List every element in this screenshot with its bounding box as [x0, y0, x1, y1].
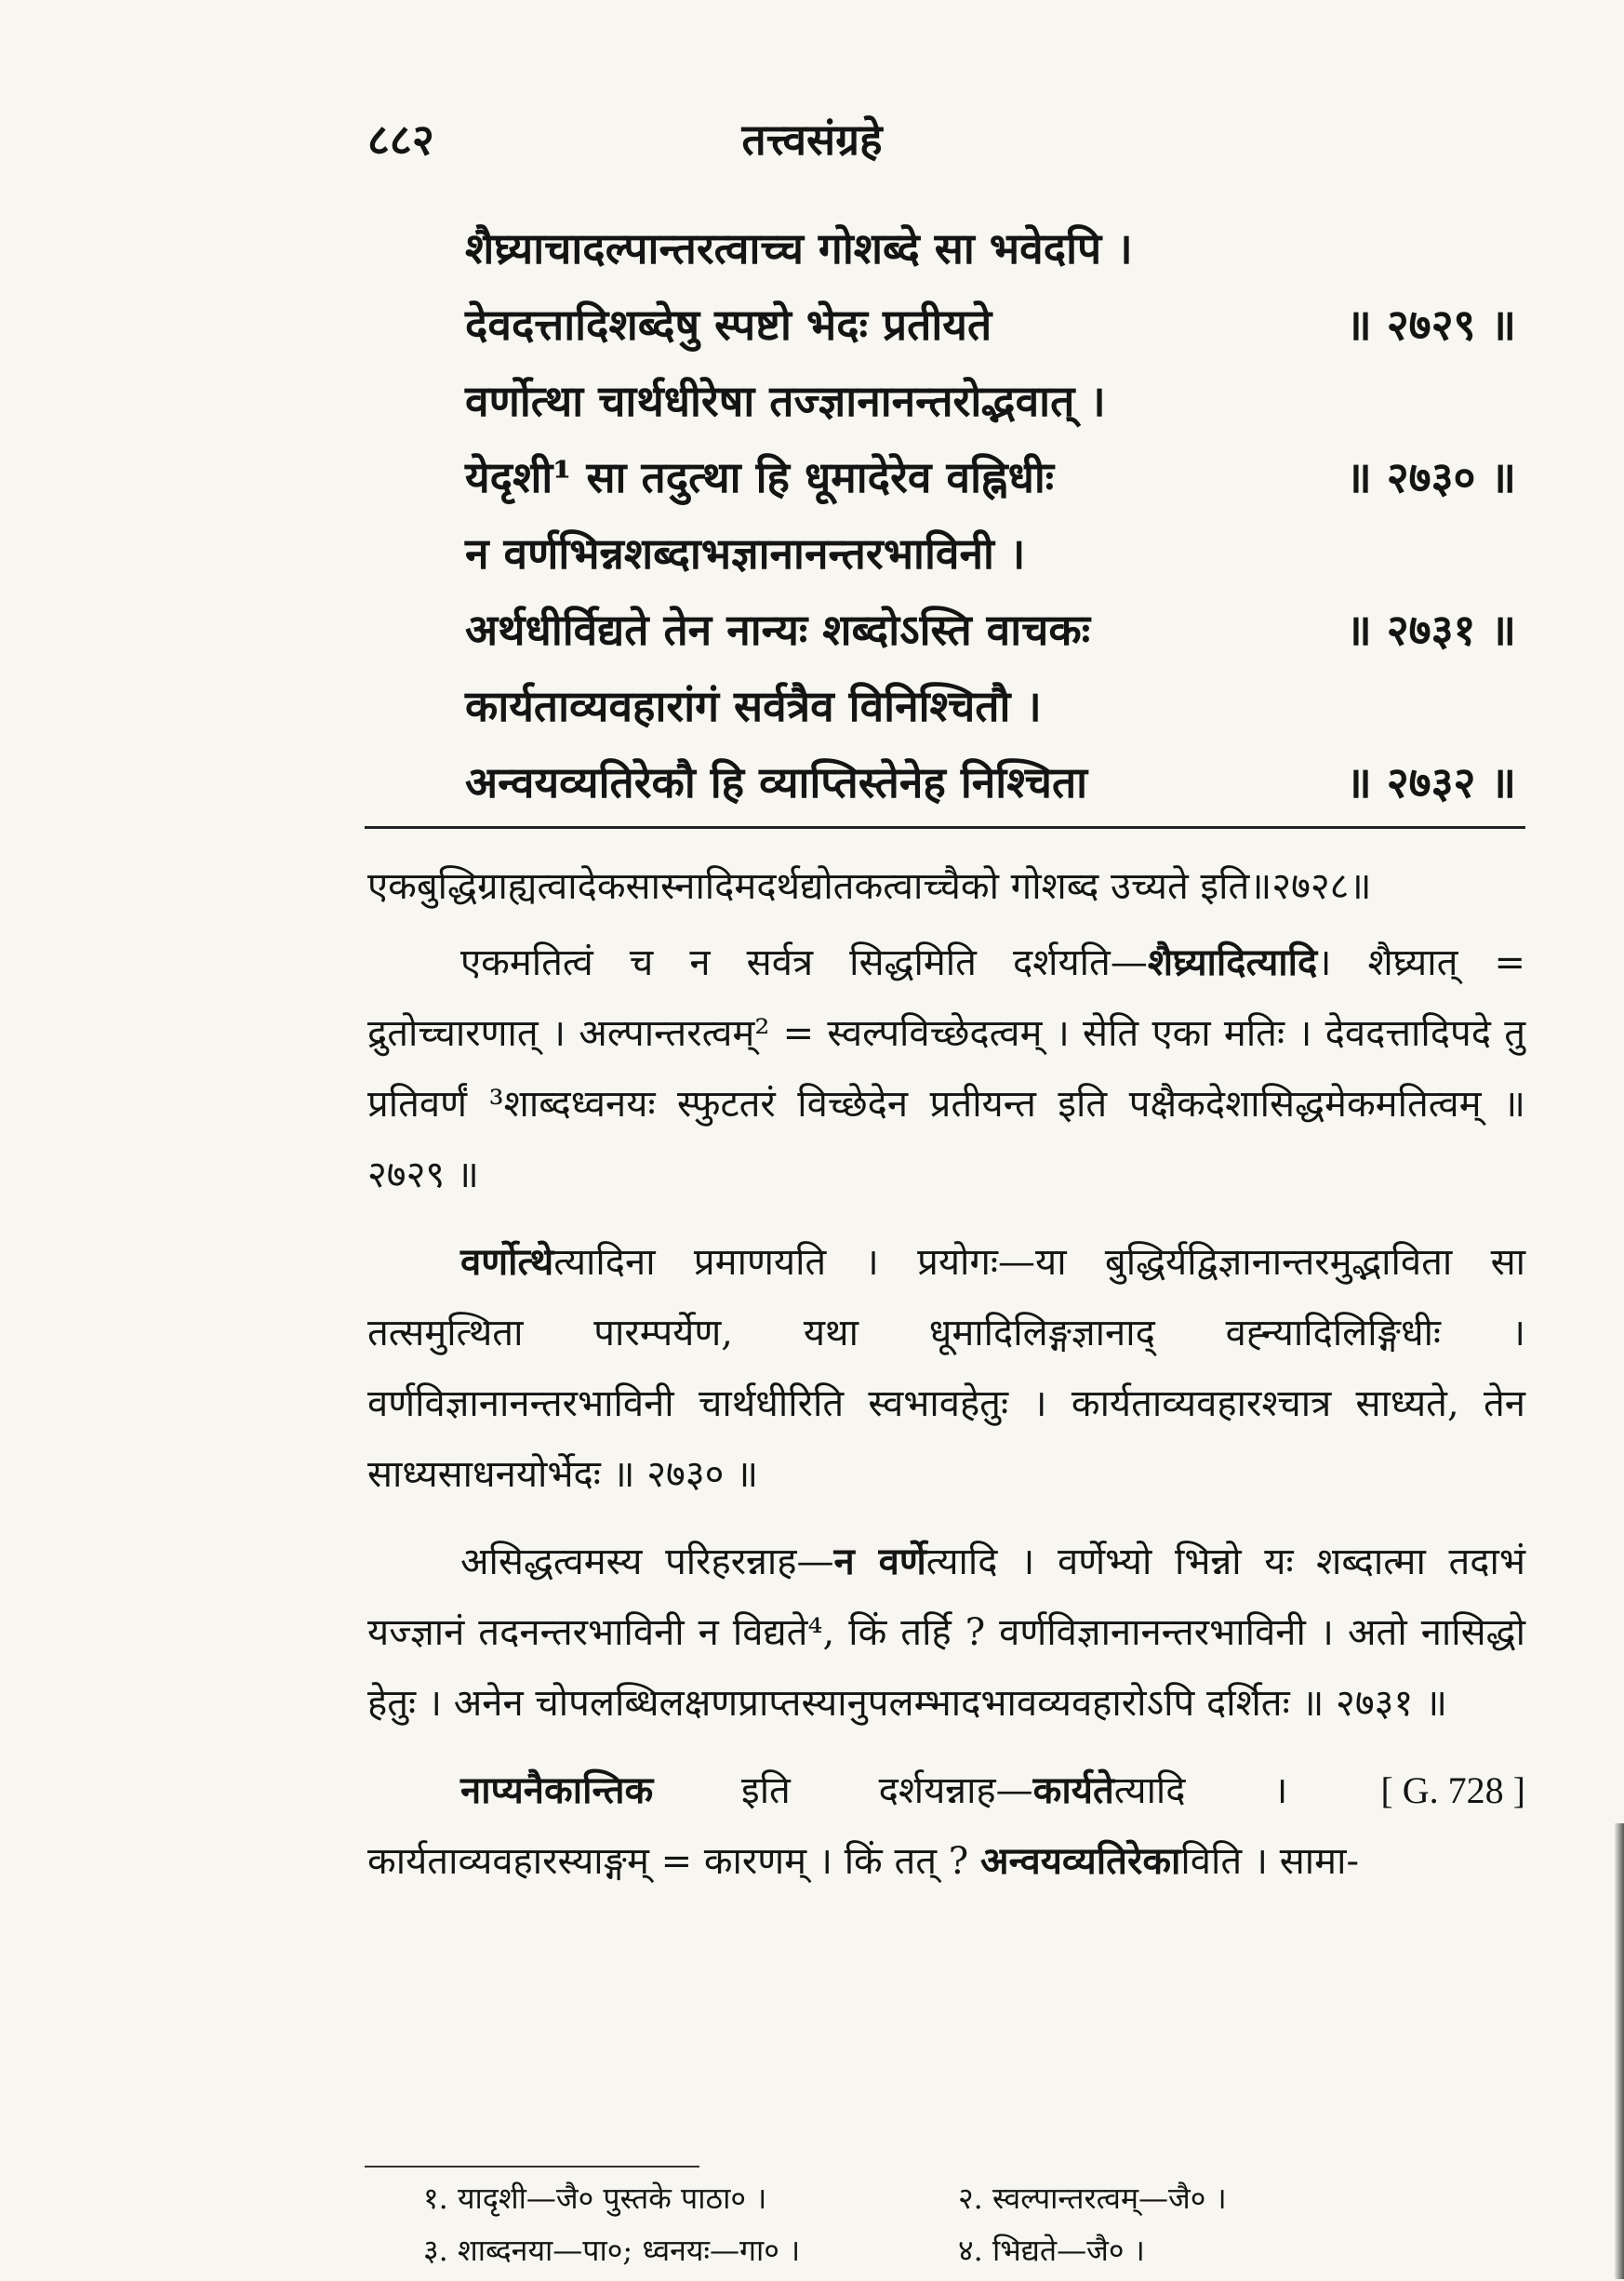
verse-number: ॥ २७२९ ॥	[1346, 300, 1516, 350]
verse-line	[465, 515, 1516, 592]
commentary-text: । शैघ्र्यात् = द्रुतोच्चारणात् । अल्पान्तरत्वम्² = स्वल्पविच्छेदत्वम् । सेति एका मतिः । देवदत्तादिपदे तु प्रतिवर्णं ³शाब्दध्वनयः स्फुटतरं विच्छेदेन प्रतीयन्त इति पक्षैकदेशासिद्धमेकमतित्वम् ॥ २७२९ ॥	[367, 941, 1525, 1196]
verse-line	[465, 287, 1516, 363]
commentary-text: त्यादिना प्रमाणयति । प्रयोगः—या बुद्धिर्यद्विज्ञानान्तरमुद्भाविता सा तत्समुत्थिता पारम्पर्येण, यथा धूमादिलिङ्गज्ञानाद् वह्न्यादिलिङ्गिधीः । वर्णविज्ञानानन्तरभाविनी चार्थधीरिति स्वभावहेतुः । कार्यताव्यवहारश्चात्र साध्यते, तेन साध्यसाधनयोर्भेदः ॥ २७३० ॥	[367, 1241, 1525, 1496]
commentary-text: विति । सामा-	[1180, 1840, 1359, 1883]
commentary-text: एकबुद्धिग्राह्यत्वादेकसास्नादिमदर्थद्योतकत्वाच्चैको गोशब्द उच्यते इति॥२७२८॥	[367, 865, 1372, 908]
running-title: तत्त्वसंग्रहे	[741, 114, 883, 165]
commentary-text: त्यादि । वर्णेभ्यो भिन्नो यः शब्दात्मा तदाभं यज्ज्ञानं तदनन्तरभाविनी न विद्यते⁴, किं तर्हि ? वर्णविज्ञानानन्तरभाविनी । अतो नासिद्धो हेतुः । अनेन चोपलब्धिलक्षणप्राप्तस्यानुपलम्भादभावव्यवहारोऽपि दर्शितः ॥ २७३१ ॥	[367, 1541, 1525, 1725]
commentary-paragraph	[367, 1755, 1525, 1897]
verse-block	[465, 210, 1516, 820]
footnote: १. यादृशी—जै० पुस्तके पाठा० ।	[423, 2181, 767, 2216]
verse-line	[465, 210, 1516, 287]
pratika-term: वर्णोत्थे	[460, 1240, 554, 1284]
footnote-row	[423, 2172, 1493, 2224]
verse-text: देवदत्तादिशब्देषु स्पष्टो भेदः प्रतीयते	[465, 300, 992, 350]
commentary-text: असिद्धत्वमस्य परिहरन्नाह—	[460, 1541, 834, 1583]
footnotes	[423, 2172, 1493, 2276]
commentary-text: एकमतित्वं च न सर्वत्र सिद्धमिति दर्शयति—	[460, 941, 1148, 984]
pratika-term: अन्वयव्यतिरेका	[979, 1839, 1181, 1883]
commentary-text: इति दर्शयन्नाह—	[653, 1769, 1033, 1812]
commentary-text: कार्यताव्यवहारस्याङ्गम् = कारणम् । किं तत् ?	[367, 1840, 980, 1883]
verse-line	[465, 592, 1516, 668]
verse-number: ॥ २७३१ ॥	[1346, 605, 1516, 655]
verse-text: न वर्णभिन्नशब्दाभज्ञानानन्तरभाविनी ।	[465, 528, 1026, 579]
verse-text: वर्णोत्था चार्थधीरेषा तज्ज्ञानानन्तरोद्भवात् ।	[465, 376, 1106, 426]
verse-text: येदृशी¹ सा तदुत्था हि धूमादेरेव वह्निधीः	[465, 452, 1055, 502]
commentary-paragraph	[367, 851, 1525, 922]
commentary-text: त्यादि ।	[1113, 1769, 1288, 1812]
footnote-row	[423, 2224, 1493, 2276]
page-edge-shadow	[1615, 1823, 1624, 2279]
page-number: ८८२	[367, 114, 434, 165]
footnote: ४. भिद्यते—जै० ।	[958, 2233, 1145, 2268]
commentary-paragraph	[367, 927, 1525, 1210]
verse-line	[465, 668, 1516, 744]
footnote: ३. शाब्दनया—पा०; ध्वनयः—गा० ।	[423, 2233, 801, 2268]
edition-reference: [ G. 728 ]	[1380, 1769, 1525, 1811]
verse-number: ॥ २७३० ॥	[1346, 452, 1516, 502]
verse-line	[465, 363, 1516, 439]
verse-line	[465, 439, 1516, 515]
verse-commentary-divider	[365, 826, 1525, 829]
commentary-paragraph	[367, 1527, 1525, 1739]
pratika-term: न वर्णे	[833, 1540, 926, 1583]
verse-number: ॥ २७३२ ॥	[1346, 757, 1516, 807]
pratika-term: नाप्यनैकान्तिक	[460, 1768, 654, 1812]
commentary-paragraph	[367, 1227, 1525, 1510]
verse-text: अन्वयव्यतिरेकौ हि व्याप्तिस्तेनेह निश्चिता	[465, 757, 1088, 807]
pratika-term: कार्यते	[1032, 1768, 1114, 1812]
pratika-term: शैघ्र्यादित्यादि	[1147, 940, 1318, 984]
verse-text: कार्यताव्यवहारांगं सर्वत्रैव विनिश्चितौ ।	[465, 681, 1042, 731]
verse-text: शैघ्र्याचादल्पान्तरत्वाच्च गोशब्दे सा भवेदपि ।	[465, 223, 1133, 273]
footnote-divider	[365, 2166, 699, 2168]
footnote: २. स्वल्पान्तरत्वम्—जै० ।	[958, 2181, 1227, 2216]
verse-text: अर्थधीर्विद्यते तेन नान्यः शब्दोऽस्ति वाचकः	[465, 605, 1090, 655]
verse-line	[465, 744, 1516, 820]
commentary	[367, 851, 1525, 1914]
